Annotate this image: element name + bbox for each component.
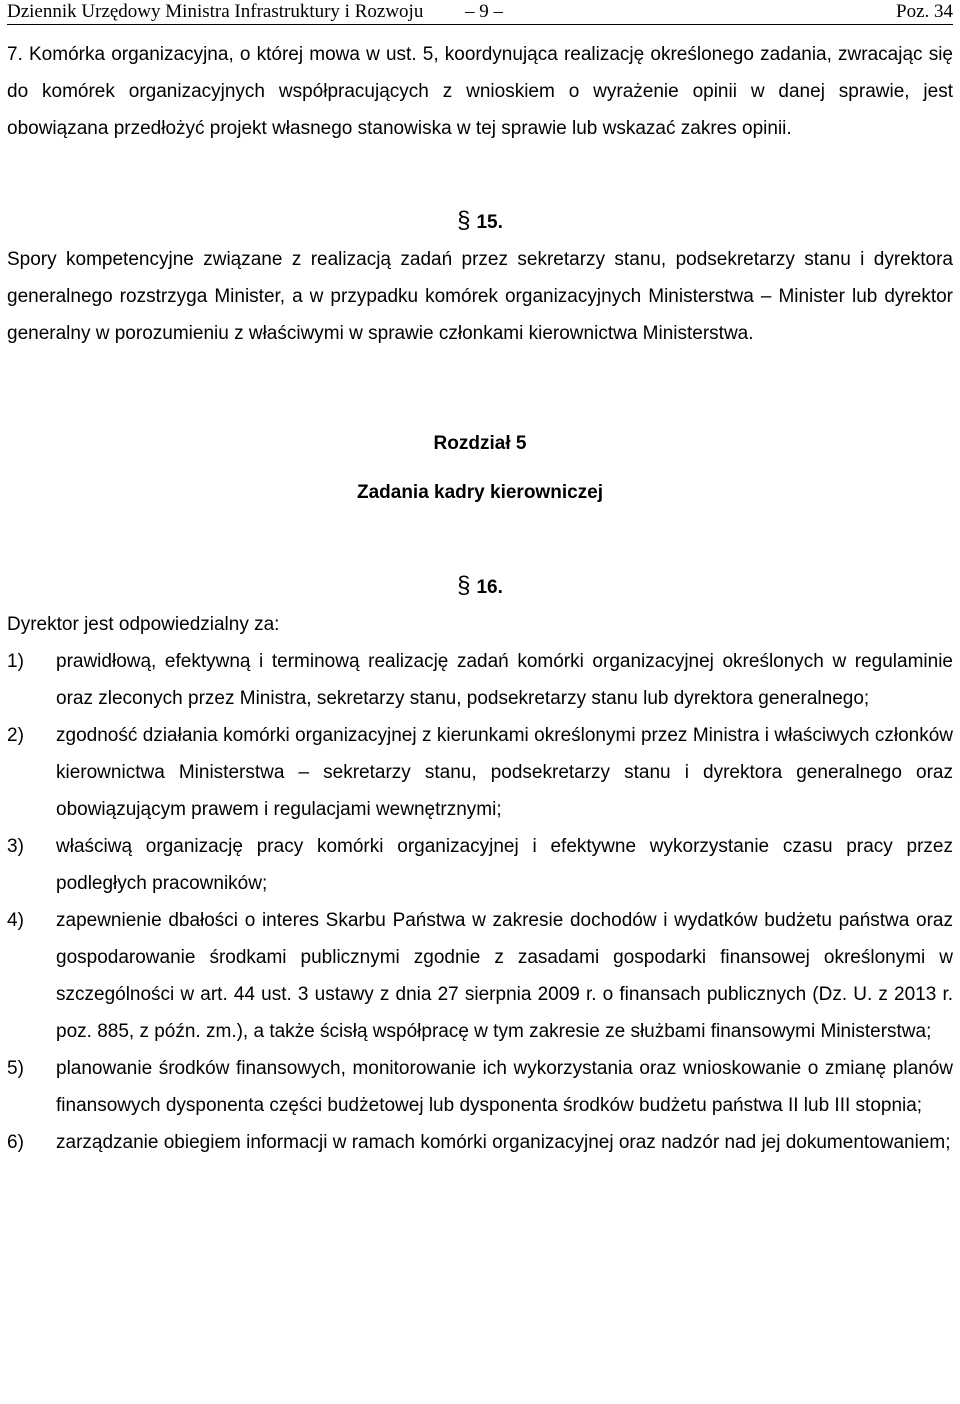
list-item [7, 643, 953, 717]
section-sign: § [457, 572, 471, 599]
item-text: właściwą organizację pracy komórki organizacyjnej i efektywne wykorzystanie czasu pracy przez podległych pracowników; [56, 836, 953, 894]
spacer [7, 147, 953, 202]
section-16-number: 16. [476, 577, 503, 598]
responsibilities-list [7, 643, 953, 1161]
chapter-label: Rozdział 5 [433, 433, 527, 454]
list-item [7, 1124, 953, 1161]
item-number: 6) [7, 1132, 24, 1153]
paragraph-7: 7. Komórka organizacyjna, o której mowa w ust. 5, koordynująca realizację określonego zadania, zwracając się do komórek organizacyjnych współpracujących z wnioskiem o wyrażenie opinii w danej sprawie, jest obowiązana przedłożyć projekt własnego stanowiska w tej sprawie lub wskazać zakres opinii. [7, 44, 953, 139]
item-number: 1) [7, 651, 24, 672]
list-item [7, 902, 953, 1050]
section-15-heading [7, 202, 953, 241]
spacer [7, 511, 953, 567]
item-number: 3) [7, 836, 24, 857]
item-text: planowanie środków finansowych, monitorowanie ich wykorzystania oraz wnioskowanie o zmianę planów finansowych dysponenta części budżetowej lub dysponenta środków budżetu państwa II lub III stopnia; [56, 1058, 953, 1116]
section-15-text: Spory kompetencyjne związane z realizacją zadań przez sekretarzy stanu, podsekretarzy stanu i dyrektora generalnego rozstrzyga Minister, a w przypadku komórek organizacyjnych Ministerstwa – Minister lub dyrektor generalny w porozumieniu z właściwymi w sprawie członkami kierownictwa Ministerstwa. [7, 249, 953, 344]
list-item [7, 1050, 953, 1124]
section-sign: § [457, 207, 471, 234]
page-header [7, 0, 953, 24]
journal-title: Dziennik Urzędowy Ministra Infrastruktury i Rozwoju [7, 1, 424, 22]
spacer [7, 462, 953, 474]
item-text: zapewnienie dbałości o interes Skarbu Państwa w zakresie dochodów i wydatków budżetu państwa oraz gospodarowanie środkami publicznymi zgodnie z zasadami gospodarki finansowej określonymi w szczególności w art. 44 ust. 3 ustawy z dnia 27 sierpnia 2009 r. o finansach publicznych (Dz. U. z 2013 r. poz. 885, z późn. zm.), a także ścisłą współpracę w tym zakresie ze służbami finansowymi Ministerstwa; [56, 910, 953, 1042]
item-number: 2) [7, 725, 24, 746]
item-number: 5) [7, 1058, 24, 1079]
section-16-heading [7, 567, 953, 606]
item-text: zarządzanie obiegiem informacji w ramach komórki organizacyjnej oraz nadzór nad jej dokumentowaniem; [56, 1132, 951, 1153]
section-15-number: 15. [476, 212, 503, 233]
item-text: zgodność działania komórki organizacyjnej z kierunkami określonymi przez Ministra i właściwych członków kierownictwa Ministerstwa – sekretarzy stanu, podsekretarzy stanu i dyrektora generalnego oraz obowiązującym prawem i regulacjami wewnętrznymi; [56, 725, 953, 820]
document-body [7, 36, 953, 1161]
section-16-lead: Dyrektor jest odpowiedzialny za: [7, 614, 280, 635]
list-item [7, 717, 953, 828]
item-number: 4) [7, 910, 24, 931]
spacer [7, 352, 953, 425]
item-text: prawidłową, efektywną i terminową realizację zadań komórki organizacyjnej określonych w regulaminie oraz zleconych przez Ministra, sekretarzy stanu, podsekretarzy stanu lub dyrektora generalnego; [56, 651, 953, 709]
list-item [7, 828, 953, 902]
chapter-title: Zadania kadry kierowniczej [356, 482, 604, 503]
page-number: – 9 – [465, 1, 503, 22]
header-rule [7, 24, 953, 25]
position-number: Poz. 34 [896, 1, 953, 22]
